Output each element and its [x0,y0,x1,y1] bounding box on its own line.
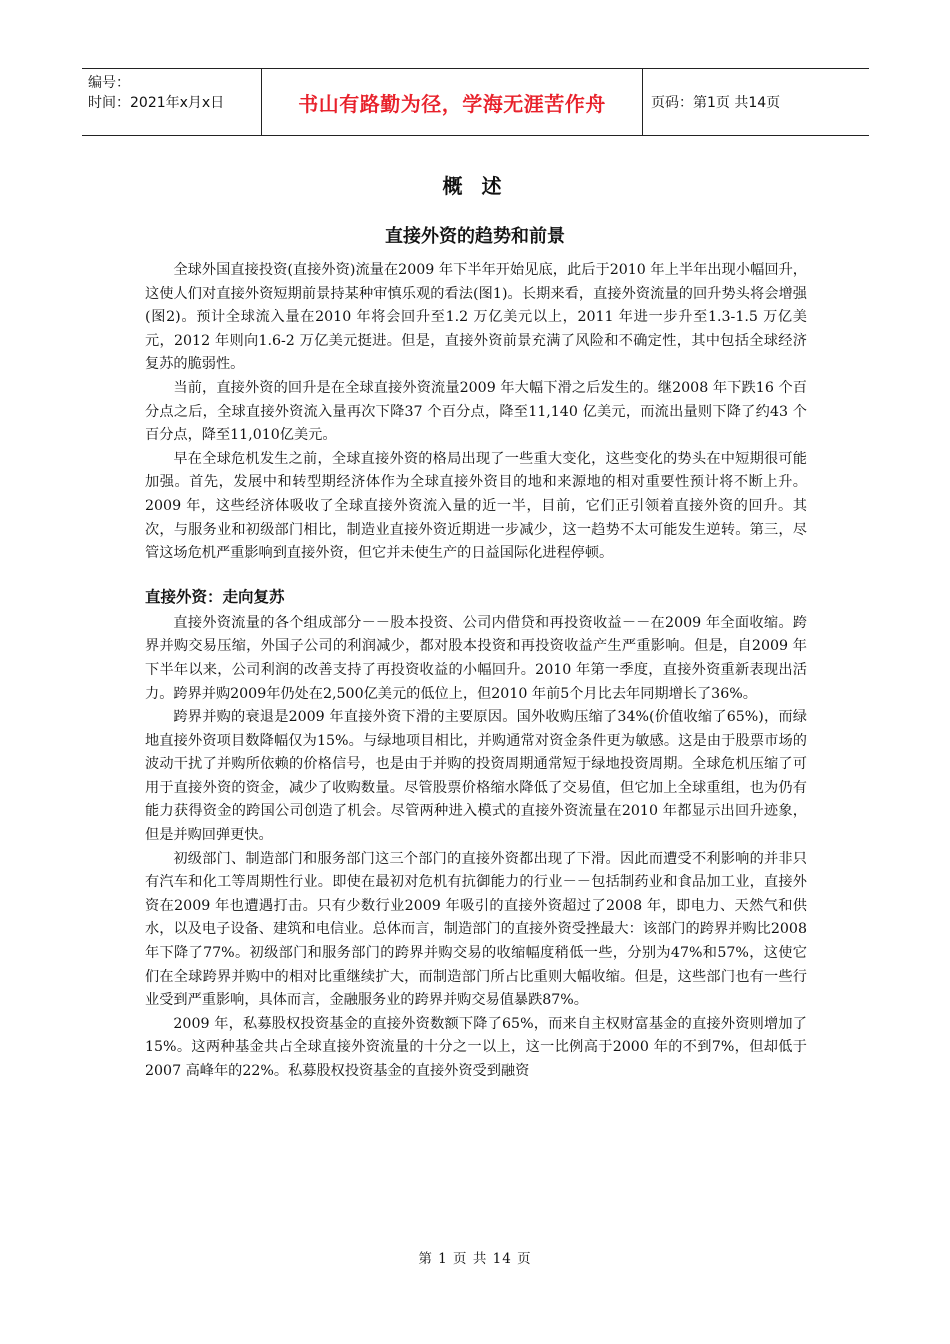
section-heading: 直接外资：走向复苏 [145,587,285,606]
document-number-label: 编号： [88,75,130,91]
document-body [145,259,807,1084]
paragraph: 全球外国直接投资(直接外资)流量在2009 年下半年开始见底，此后于2010 年上半年出现小幅回升，这使人们对直接外资短期前景持某种审慎乐观的看法(图1)。长期来看，直接外资流量的回升势头将会增强(图2)。预计全球流入量在2010 年将会回升至1.2 万亿美元以上，2011 年进一步升至1.3-1.5 万亿美元，2012 年则向1.6-2 万亿美元挺进。但是，直接外资前景充满了风险和不确定性，其中包括全球经济复苏的脆弱性。 [145,262,807,373]
paragraph: 早在全球危机发生之前，全球直接外资的格局出现了一些重大变化，这些变化的势头在中短期很可能加强。首先，发展中和转型期经济体作为全球直接外资目的地和来源地的相对重要性预计将不断上升。2009 年，这些经济体吸收了全球直接外资流入量的近一半，目前，它们正引领着直接外资的回升。其次，与服务业和初级部门相比，制造业直接外资近期进一步减少，这一趋势不太可能发生逆转。第三，尽管这场危机严重影响到直接外资，但它并未使生产的日益国际化进程停顿。 [145,450,807,562]
paragraph: 跨界并购的衰退是2009 年直接外资下滑的主要原因。国外收购压缩了34%(价值收缩了65%)，而绿地直接外资项目数降幅仅为15%。与绿地项目相比，并购通常对资金条件更为敏感。这是由于股票市场的波动干扰了并购所依赖的价格信号，也是由于并购的投资周期通常短于绿地投资周期。全球危机压缩了可用于直接外资的资金，减少了收购数量。尽管股票价格缩水降低了交易值，但它加上全球重组，也为仍有能力获得资金的跨国公司创造了机会。尽管两种进入模式的直接外资流量在2010 年都显示出回升迹象，但是并购回弹更快。 [145,709,807,844]
header-page-info: 页码：第1页 共14页 [651,95,781,111]
paragraph: 初级部门、制造部门和服务部门这三个部门的直接外资都出现了下滑。因此而遭受不利影响的并非只有汽车和化工等周期性行业。即使在最初对危机有抗御能力的行业－－包括制药业和食品加工业，直接外资在2009 年也遭遇打击。只有少数行业2009 年吸引的直接外资超过了2008 年，即电力、天然气和供水，以及电子设备、建筑和电信业。总体而言，制造部门的直接外资受挫最大：该部门的跨界并购比2008 年下降了77%。初级部门和服务部门的跨界并购交易的收缩幅度稍低一些，分别为47%和57%，这使它们在全球跨界并购中的相对比重继续扩大，而制造部门所占比重则大幅收缩。但是，这些部门也有一些行业受到严重影响，具体而言，金融服务业的跨界并购交易值暴跌87%。 [145,850,807,1009]
header-motto: 书山有路勤为径，学海无涯苦作舟 [262,69,643,135]
page-header [82,68,869,136]
document-subtitle: 直接外资的趋势和前景 [385,226,565,247]
paragraph: 直接外资流量的各个组成部分－－股本投资、公司内借贷和再投资收益－－在2009 年全面收缩。跨界并购交易压缩，外国子公司的利润减少，都对股本投资和再投资收益产生严重影响。但是，自2009 年下半年以来，公司利润的改善支持了再投资收益的小幅回升。2010 年第一季度，直接外资重新表现出活力。跨界并购2009年仍处在2,500亿美元的低位上，但2010 年前5个月比去年同期增长了36%。 [145,614,807,702]
header-meta [82,69,262,135]
paragraph: 当前，直接外资的回升是在全球直接外资流量2009 年大幅下滑之后发生的。继2008 年下跌16 个百分点之后，全球直接外资流入量再次下降37 个百分点，降至11,140 亿美元，而流出量则下降了约43 个百分点，降至11,010亿美元。 [145,379,807,444]
page-footer: 第 1 页 共 14 页 [418,1251,532,1267]
document-title: 概 述 [442,174,508,198]
paragraph: 2009 年，私募股权投资基金的直接外资数额下降了65%，而来自主权财富基金的直接外资则增加了15%。这两种基金共占全球直接外资流量的十分之一以上，这一比例高于2000 年的不到7%，但却低于2007 高峰年的22%。私募股权投资基金的直接外资受到融资 [145,1015,807,1079]
document-date: 时间：2021年x月x日 [88,95,225,111]
